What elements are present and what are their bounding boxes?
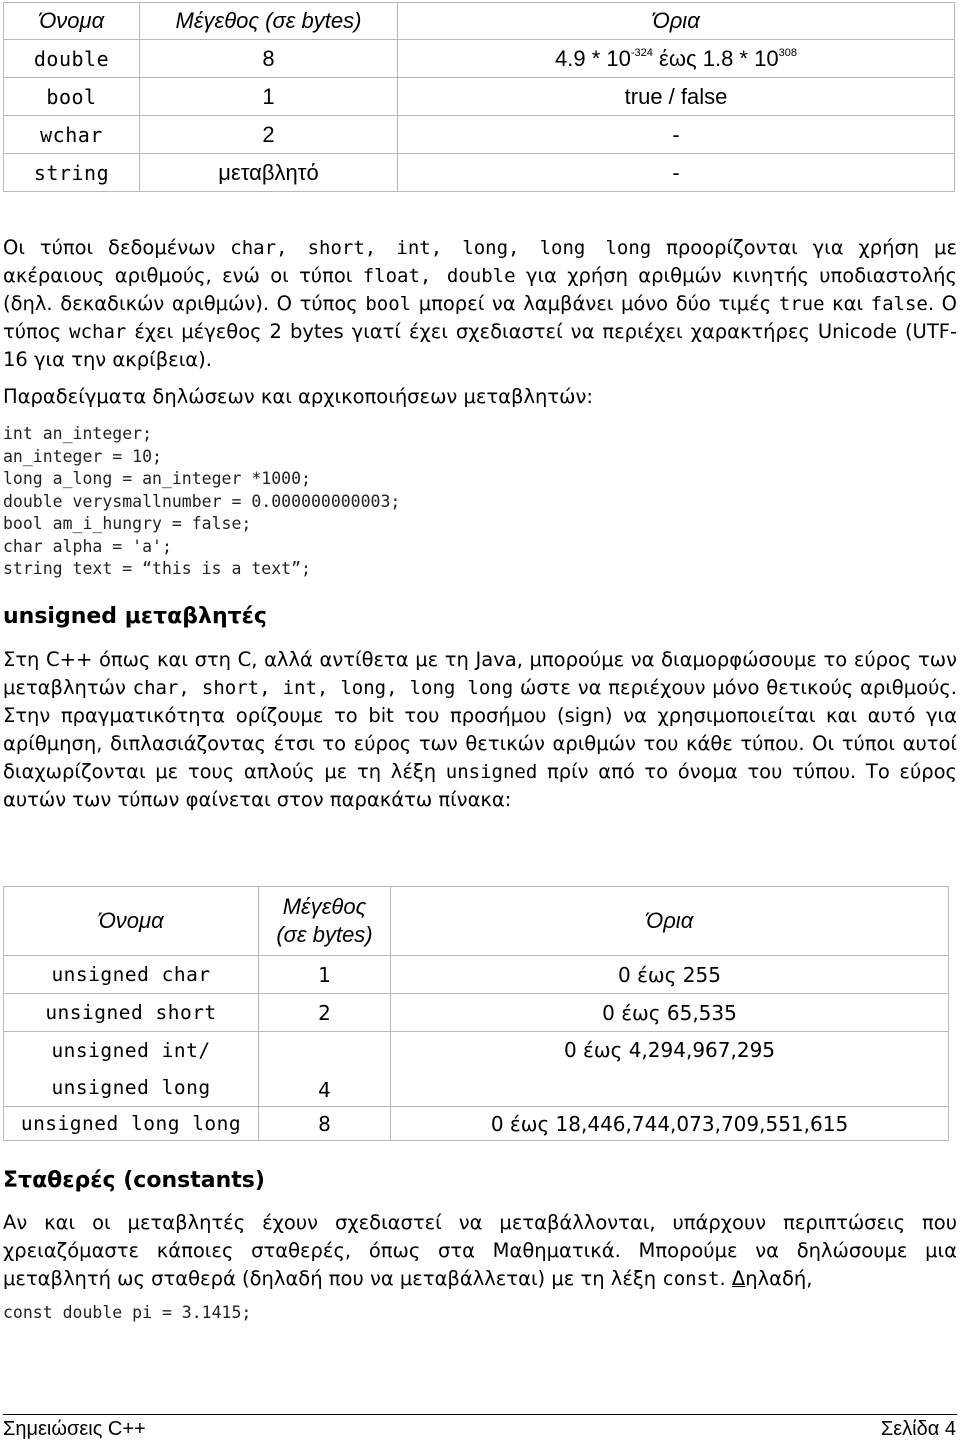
type-size: μεταβλητό [140,154,398,192]
code-line: an_integer = 10; [3,446,162,466]
unsigned-paragraph [3,646,957,814]
type-name: unsigned char [4,956,259,994]
limits-exponent: 308 [778,46,797,59]
type-limits: - [398,154,955,192]
const-code-example: const double pi = 3.1415; [3,1303,252,1322]
code-line: string text = “this is a text”; [3,559,311,578]
type-name: unsigned long long [4,1107,259,1141]
type-limits: 0 έως 18,446,744,073,709,551,615 [391,1107,949,1141]
inline-code: true [778,293,825,315]
type-name-line: unsigned long [51,1076,211,1099]
text: Αν και οι μεταβλητές έχουν σχεδιαστεί να μεταβάλλονται, υπάρχουν περιπτώσεις που χρειαζόμαστε κάποιες σταθερές, όπως στα Μαθηματικά. Μπορούμε να δηλώσουμε μια μεταβλητή ως σταθερά (δηλαδή που να μεταβάλλεται) με τη λέξη [3,1211,957,1290]
footer-title: Σημειώσεις C++ [3,1418,146,1440]
text: προορίζονται για χρήση με ακέραιους αριθμούς, ενώ οι τύποι [3,236,957,287]
col-header-limits: Όρια [398,3,955,40]
text: πρίν από το όνομα του τύπου. Το εύρος αυτών των τύπων φαίνεται στον παρακάτω πίνακα: [3,760,957,811]
code-line: int an_integer; [3,424,153,443]
code-line: bool am_i_hungry = false; [3,514,252,533]
footer-divider [3,1414,957,1415]
types-table-header [4,3,955,40]
text: . Ο τύπος [3,292,958,343]
type-limits: 0 έως 255 [391,956,949,994]
type-size: 4 [259,1032,391,1107]
text: έχει μέγεθος 2 bytes γιατί έχει σχεδιαστεί να περιέχει χαρακτήρες Unicode (UTF-16 για την ακρίβεια). [3,320,957,371]
type-limits: 0 έως 4,294,967,295 [391,1032,949,1107]
code-line: char alpha = 'a'; [3,536,172,556]
type-name: wchar [4,116,140,154]
unsigned-table-header [4,887,949,956]
col-header-size: Μέγεθος (σε bytes) [259,887,391,956]
text: . [719,1267,732,1290]
type-size: 2 [259,994,391,1032]
type-name [4,1032,259,1107]
inline-code: float, double [362,265,516,287]
table-row [4,994,949,1032]
type-limits: 0 έως 65,535 [391,994,949,1032]
col-header-limits: Όρια [391,887,949,956]
code-line: double verysmallnumber = 0.000000000003; [3,491,401,511]
col-header-name: Όνομα [4,887,259,956]
type-size: 1 [259,956,391,994]
type-name: bool [4,78,140,116]
text: ηλαδή, [745,1267,813,1290]
text: Οι τύποι δεδομένων [3,236,231,259]
limits-text: 4.9 * 10 [555,45,631,71]
table-row [4,78,955,116]
col-header-size: Μέγεθος (σε bytes) [140,3,398,40]
text: για χρήση αριθμών κινητής υποδιαστολής (δηλ. δεκαδικών αριθμών). Ο τύπος [3,264,957,315]
table-row [4,116,955,154]
text: μπορεί να λαμβάνει μόνο δύο τιμές [411,292,779,315]
inline-code: char, short, int, long, long long [132,677,514,699]
code-line: long a_long = an_integer *1000; [3,469,311,488]
inline-code: const [662,1268,720,1290]
section-heading-unsigned: unsigned μεταβλητές [3,604,267,629]
table-row [4,154,955,192]
examples-intro: Παραδείγματα δηλώσεων και αρχικοποιήσεων μεταβλητών: [3,385,593,408]
types-paragraph [3,234,957,374]
type-limits: true / false [398,78,955,116]
type-name: unsigned short [4,994,259,1032]
limits-exponent: -324 [630,46,653,59]
type-name: string [4,154,140,192]
unsigned-types-table [3,886,949,1141]
underlined-text: Δ [731,1267,746,1290]
text: ώστε να περιέχουν μόνο θετικούς αριθμούς. Στην πραγματικότητα ορίζουμε το bit του προσήμου (sign) να χρησιμοποιείται και αυτό για αρίθμηση, διπλασιάζοντας έτσι το εύρος των θετικών αριθμών του κάθε τύπου. Οι τύποι αυτοί διαχωρίζονται με τους απλούς με τη λέξη [3,676,958,783]
types-table [3,2,955,192]
table-row [4,1032,949,1107]
inline-code: bool [365,293,412,315]
type-limits [398,40,955,78]
type-size: 1 [140,78,398,116]
text: και [824,292,871,315]
text: Στη C++ όπως και στη C, αλλά αντίθετα με τη Java, μπορούμε να διαμορφώσουμε το εύρος των μεταβλητών [3,648,957,699]
table-row [4,40,955,78]
table-row [4,956,949,994]
constants-paragraph [3,1209,957,1293]
type-size: 8 [140,40,398,78]
section-heading-constants: Σταθερές (constants) [3,1168,265,1193]
type-size: 8 [259,1107,391,1141]
page-number: Σελίδα 4 [880,1418,956,1440]
inline-code: char, short, int, long, long long [230,237,652,259]
inline-code: unsigned [445,761,538,783]
code-example [3,423,400,581]
type-name-line: unsigned int/ [51,1039,211,1062]
col-header-name: Όνομα [4,3,140,40]
table-row [4,1107,949,1141]
type-name: double [4,40,140,78]
type-limits: - [398,116,955,154]
type-size: 2 [140,116,398,154]
inline-code: wchar [69,321,127,343]
limits-text: έως 1.8 * 10 [652,45,779,71]
inline-code: false [870,293,928,315]
